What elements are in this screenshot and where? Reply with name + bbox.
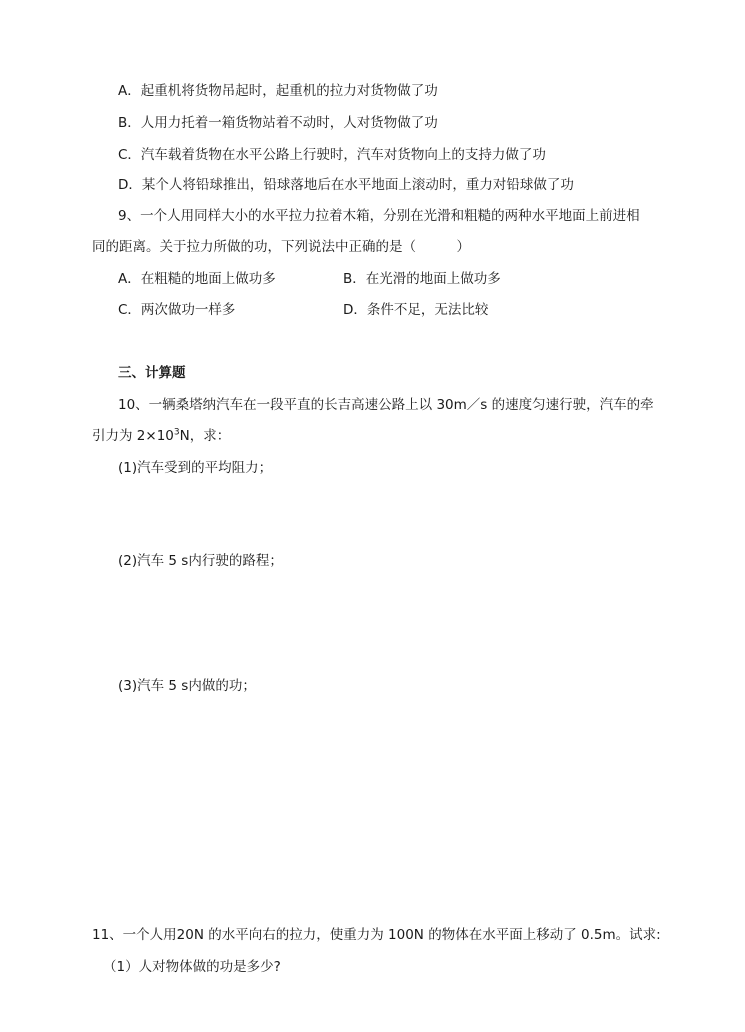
q10-stem-line1: 10、一辆桑塔纳汽车在一段平直的长吉高速公路上以 30m／s 的速度匀速行驶，汽车的牵	[118, 397, 654, 413]
q11-part1: （1）人对物体做的功是多少?	[103, 959, 281, 975]
q10-part2: (2)汽车 5 s内行驶的路程；	[118, 553, 283, 569]
q9-option-b: B．在光滑的地面上做功多	[343, 271, 501, 287]
q9-option-a: A．在粗糙的地面上做功多	[118, 271, 276, 287]
q9-option-d: D．条件不足，无法比较	[343, 302, 489, 318]
q10-part3: (3)汽车 5 s内做的功；	[118, 678, 256, 694]
q8-option-b: B．人用力托着一箱货物站着不动时，人对货物做了功	[118, 115, 438, 131]
q9-option-c: C．两次做功一样多	[118, 302, 236, 318]
q10-stem-line2-post: N，求：	[179, 428, 231, 444]
section-title: 三、计算题	[118, 365, 186, 381]
q10-exponent: 3	[173, 427, 180, 438]
q8-option-a: A．起重机将货物吊起时，起重机的拉力对货物做了功	[118, 83, 438, 99]
q8-option-c: C．汽车载着货物在水平公路上行驶时，汽车对货物向上的支持力做了功	[118, 147, 546, 163]
q10-stem-line2	[92, 427, 230, 445]
q9-stem-line2: 同的距离。关于拉力所做的功，下列说法中正确的是（ ）	[92, 239, 470, 255]
q8-option-d: D．某个人将铅球推出，铅球落地后在水平地面上滚动时，重力对铅球做了功	[118, 177, 574, 193]
q10-part1: (1)汽车受到的平均阻力；	[118, 460, 273, 476]
q9-stem-line1: 9、一个人用同样大小的水平拉力拉着木箱，分别在光滑和粗糙的两种水平地面上前进相	[118, 208, 640, 224]
q11-stem: 11、一个人用20N 的水平向右的拉力，使重力为 100N 的物体在水平面上移动了 0.5m。试求:	[92, 927, 661, 943]
q10-stem-line2-pre: 引力为 2×10	[92, 428, 174, 444]
